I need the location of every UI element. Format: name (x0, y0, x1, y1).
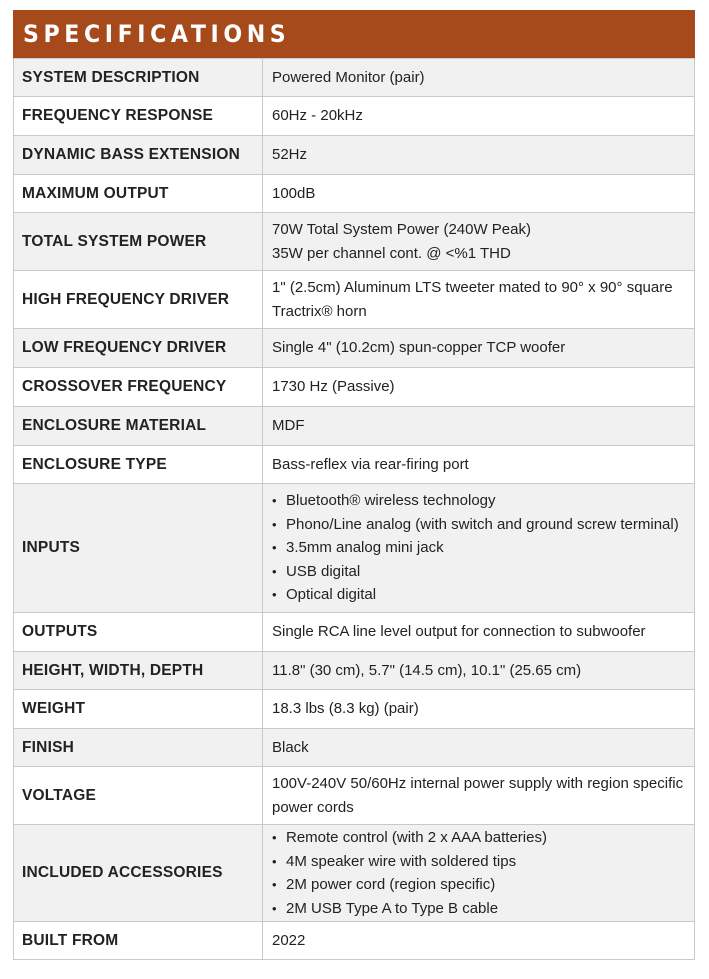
spec-row (14, 690, 695, 729)
spec-bullet-item: • 3.5mm analog mini jack (272, 536, 688, 560)
specifications-header (13, 10, 695, 58)
spec-label: ENCLOSURE TYPE (14, 446, 263, 484)
spec-bullet-item: • 4M speaker wire with soldered tips (272, 850, 688, 874)
spec-row (14, 729, 695, 767)
spec-row (14, 136, 695, 175)
spec-label: LOW FREQUENCY DRIVER (14, 329, 263, 368)
spec-bullet-item: • Remote control (with 2 x AAA batteries) (272, 826, 688, 850)
spec-value-line: 100V-240V 50/60Hz internal power supply with region specific (272, 775, 684, 792)
spec-value: Bass-reflex via rear-firing port (263, 446, 695, 484)
spec-row (14, 329, 695, 368)
spec-value-line: 35W per channel cont. @ <%1 THD (272, 244, 511, 262)
spec-row (14, 767, 695, 825)
spec-row (14, 59, 695, 97)
spec-label: FINISH (14, 729, 263, 767)
spec-value (263, 825, 695, 922)
spec-value: 1730 Hz (Passive) (263, 368, 695, 407)
spec-value: 18.3 lbs (8.3 kg) (pair) (263, 690, 695, 729)
spec-value: MDF (263, 407, 695, 446)
spec-label: MAXIMUM OUTPUT (14, 175, 263, 213)
spec-bullet-item: • Optical digital (272, 583, 688, 607)
spec-row (14, 652, 695, 690)
spec-value: 52Hz (263, 136, 695, 175)
spec-label: ENCLOSURE MATERIAL (14, 407, 263, 446)
spec-bullet-list (272, 489, 688, 607)
spec-value (263, 271, 695, 329)
spec-label: INCLUDED ACCESSORIES (14, 825, 263, 922)
spec-label: WEIGHT (14, 690, 263, 729)
spec-bullet-item: • Bluetooth® wireless technology (272, 489, 688, 513)
spec-label: CROSSOVER FREQUENCY (14, 368, 263, 407)
spec-label: OUTPUTS (14, 613, 263, 652)
spec-bullet-item: • 2M USB Type A to Type B cable (272, 897, 688, 921)
spec-bullet-item: • 2M power cord (region specific) (272, 873, 688, 897)
spec-value: 11.8" (30 cm), 5.7" (14.5 cm), 10.1" (25.65 cm) (263, 652, 695, 690)
spec-row (14, 613, 695, 652)
spec-label: HEIGHT, WIDTH, DEPTH (14, 652, 263, 690)
spec-row (14, 825, 695, 922)
spec-value-line: Tractrix® horn (272, 302, 367, 320)
spec-value: Single 4" (10.2cm) spun-copper TCP woofer (263, 329, 695, 368)
spec-label: HIGH FREQUENCY DRIVER (14, 271, 263, 329)
spec-row (14, 97, 695, 136)
spec-value (263, 213, 695, 271)
spec-bullet-item: • USB digital (272, 560, 688, 584)
spec-value: Single RCA line level output for connection to subwoofer (263, 613, 695, 652)
spec-row (14, 446, 695, 484)
spec-value: 60Hz - 20kHz (263, 97, 695, 136)
spec-value (263, 767, 695, 825)
spec-label: SYSTEM DESCRIPTION (14, 59, 263, 97)
spec-row (14, 368, 695, 407)
spec-label: INPUTS (14, 484, 263, 613)
spec-row (14, 213, 695, 271)
spec-label: VOLTAGE (14, 767, 263, 825)
specifications-table-body (14, 59, 695, 960)
spec-row (14, 175, 695, 213)
spec-row (14, 271, 695, 329)
spec-label: BUILT FROM (14, 922, 263, 960)
spec-label: DYNAMIC BASS EXTENSION (14, 136, 263, 175)
spec-bullet-list (272, 826, 688, 920)
spec-row (14, 484, 695, 613)
spec-value: Black (263, 729, 695, 767)
spec-value: Powered Monitor (pair) (263, 59, 695, 97)
spec-row (14, 407, 695, 446)
spec-value: 100dB (263, 175, 695, 213)
spec-label: FREQUENCY RESPONSE (14, 97, 263, 136)
spec-value (263, 484, 695, 613)
spec-label: TOTAL SYSTEM POWER (14, 213, 263, 271)
spec-value-line: 70W Total System Power (240W Peak) (272, 221, 531, 238)
spec-value: 2022 (263, 922, 695, 960)
spec-row (14, 922, 695, 960)
specifications-table (13, 58, 695, 960)
specifications-title: SPECIFICATIONS (23, 20, 291, 48)
spec-value-line: power cords (272, 798, 354, 816)
spec-value-line: 1" (2.5cm) Aluminum LTS tweeter mated to 90° x 90° square (272, 279, 673, 296)
specifications-sheet (13, 10, 695, 960)
spec-bullet-item: • Phono/Line analog (with switch and ground screw terminal) (272, 513, 688, 537)
